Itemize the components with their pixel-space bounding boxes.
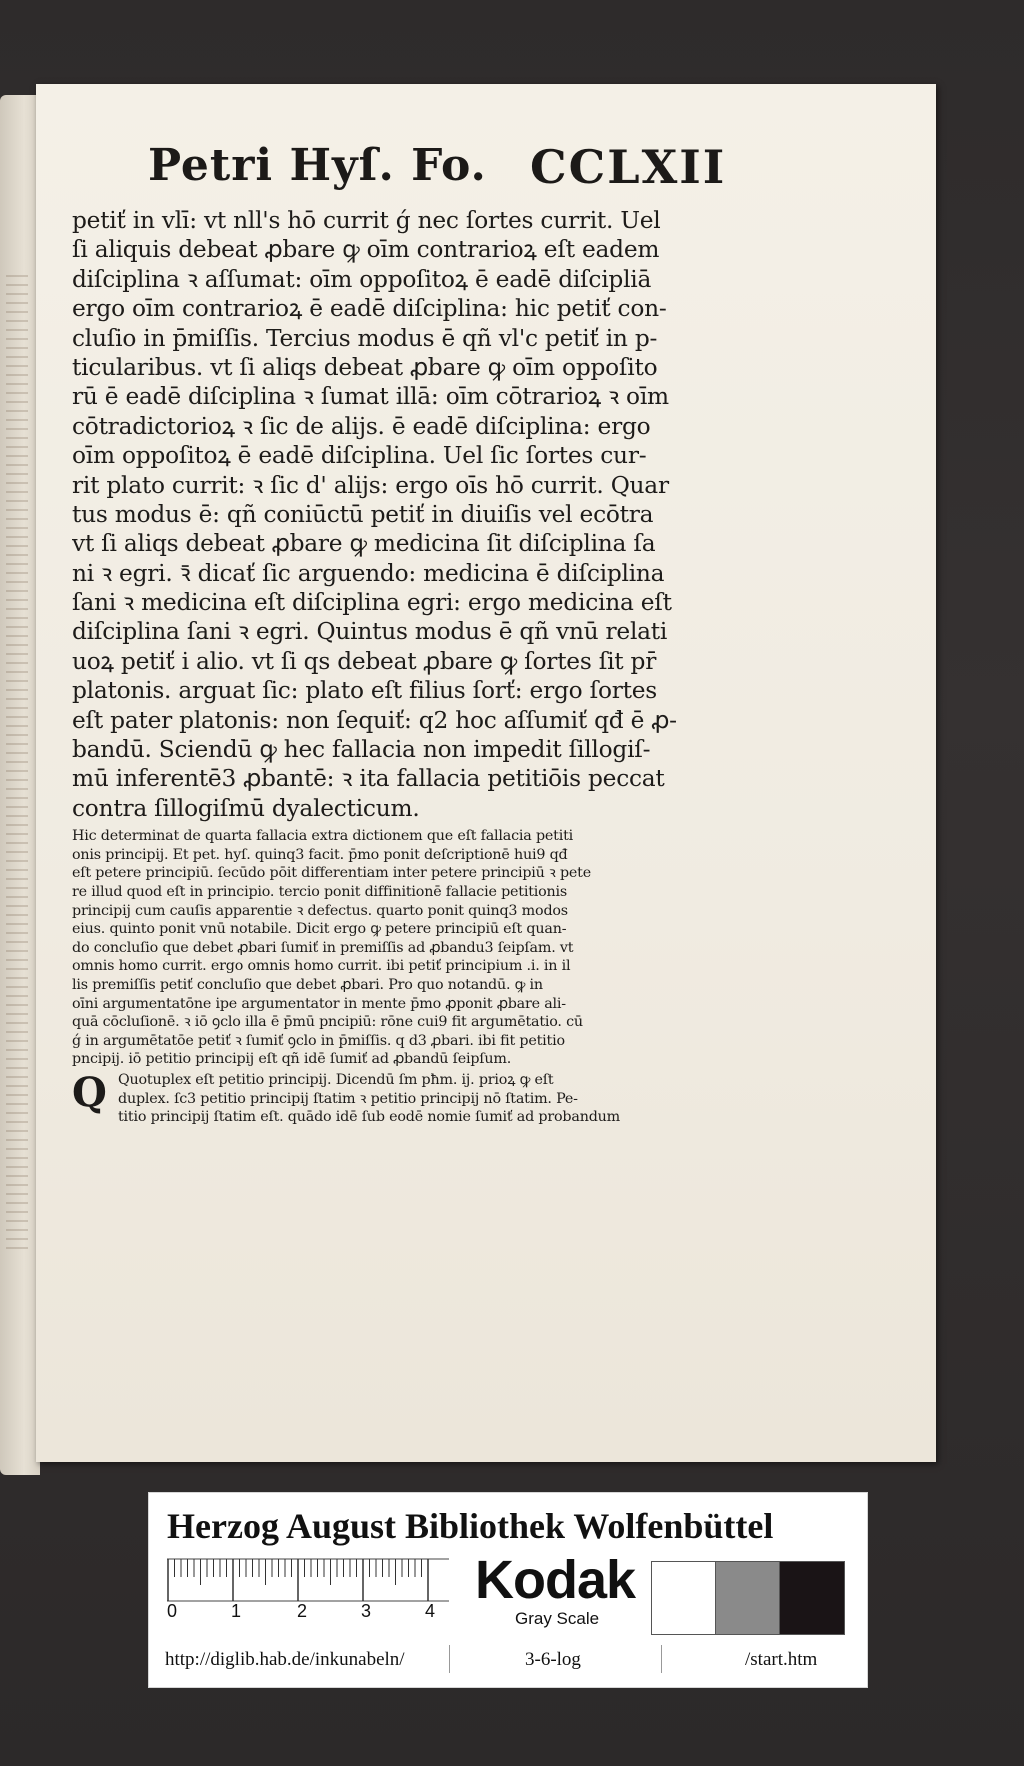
text-line: Hic determinat de quarta fallacia extra dictionem que eſt fallacia petiti	[72, 828, 574, 845]
text-line: ticularibus. vt ſi aliqs debeat ꝓbare ꝙ oīm oppoſito	[72, 353, 658, 381]
library-name: Herzog August Bibliothek Wolfenbüttel	[167, 1506, 774, 1546]
text-line: rit plato currit: ꝛ ſic d' alijs: ergo oīs hō currit. Quar	[72, 471, 669, 499]
text-line: quā cōcluſionē. ꝛ iō ꝯclo illa ē p̄mū pncipiū: rōne cui9 fit argumētatio. cū	[72, 1014, 583, 1031]
text-line: oīni argumentatōne ipe argumentator in mente p̄mo ꝓponit ꝓbare ali-	[72, 995, 566, 1012]
previous-page-text-edge	[6, 275, 28, 1255]
running-title: Petri Hyſ. Fo.	[148, 140, 487, 191]
question-block	[72, 1068, 722, 1127]
page-body	[72, 206, 722, 1127]
text-line: pncipij. iō petitio principij eſt qñ idē ſumiť ad ꝓbandū ſeipſum.	[72, 1051, 512, 1068]
url-id: 3-6-log	[525, 1649, 581, 1670]
text-line: tus modus ē: qñ coniūctū petiť in diuiſis vel ecōtra	[72, 500, 654, 528]
text-line: ǵ in argumētatōe petiť ꝛ ſumiť ꝯclo in p̄miſſis. q d3 ꝓbari. ibi fit petitio	[72, 1032, 565, 1049]
kodak-logo: Kodak	[475, 1550, 636, 1610]
ruler-label: 1	[231, 1601, 242, 1621]
text-line: ſani ꝛ medicina eſt diſciplina egri: ergo medicina eſt	[72, 589, 672, 617]
book-page	[36, 84, 936, 1462]
text-line: re illud quod eſt in principio. tercio ponit diffinitionē fallacie petitionis	[72, 883, 568, 900]
text-line: lis premiſſis petiť concluſio que debet ꝓbari. Pro quo notandū. ꝙ in	[72, 976, 543, 993]
ruler-label: 4	[425, 1601, 436, 1621]
text-line: onis principij. Et pet. hyſ. quinq3 facit. p̄mo ponit deſcriptionē hui9 qđ	[72, 846, 568, 863]
text-line: omnis homo currit. ergo omnis homo currit. ibi petiť principium .i. in il	[72, 958, 571, 975]
text-line: cōtradictorioꝝ ꝛ ſic de alijs. ē eadē diſciplina: ergo	[72, 412, 651, 440]
main-text-block	[72, 206, 722, 823]
text-line: diſciplina ꝛ aſſumat: oīm oppoſitoꝝ ē eadē diſcipliā	[72, 265, 652, 293]
text-line: contra ſillogiſmū dyalecticum.	[72, 794, 420, 822]
text-line: ſi aliquis debeat ꝓbare ꝙ oīm contrarioꝝ eſt eadem	[72, 236, 660, 264]
text-line: petiť in vlī: vt nll's hō currit ǵ nec ſortes currit. Uel	[72, 207, 661, 234]
folio-number: CCLXII	[530, 140, 727, 194]
text-line: uoꝝ petiť i alio. vt ſi qs debeat ꝓbare ꝙ ſortes ſit pr̄	[72, 647, 657, 675]
text-line: cluſio in p̄miſſis. Tercius modus ē qñ vl'c petiť in p-	[72, 324, 658, 352]
text-line: mū inferentē3 ꝓbantē: ꝛ ita fallacia petitiōis peccat	[72, 765, 665, 793]
url-suffix: /start.htm	[745, 1649, 818, 1670]
text-line: oīm oppoſitoꝝ ē eadē diſciplina. Uel ſic ſortes cur-	[72, 442, 647, 470]
commentary-block	[72, 827, 722, 1069]
ruler-label: 0	[167, 1601, 178, 1621]
text-line: bandū. Sciendū ꝙ hec fallacia non impedit ſillogiſ-	[72, 736, 651, 764]
text-line: do concluſio que debet ꝓbari ſumiť in premiſſis ad ꝓbandu3 ſeipſam. vt	[72, 939, 574, 956]
gray-scale-label: Gray Scale	[515, 1609, 600, 1628]
text-line: platonis. arguat ſic: plato eſt filius ſorť: ergo ſortes	[72, 677, 657, 705]
swatch-gray	[715, 1561, 781, 1635]
swatch-black	[779, 1561, 845, 1635]
question-lines	[72, 1068, 722, 1127]
previous-page-edge	[0, 95, 40, 1475]
text-line: titio principij ſtatim eſt. quādo idē ſub eodē nomie ſumiť ad probandum	[118, 1109, 621, 1126]
text-line: ni ꝛ egri. ꝛ̄ dicať ſic arguendo: medicina ē diſciplina	[72, 559, 665, 587]
text-line: duplex. ſc3 petitio principij ſtatim ꝛ petitio principij nō ſtatim. Pe-	[118, 1090, 578, 1107]
question-initial: Q	[72, 1068, 107, 1116]
text-line: eſt petere principiū. ſecūdo pōit differentiam inter petere principiū ꝛ pete	[72, 865, 591, 882]
text-line: rū ē eadē diſciplina ꝛ ſumat illā: oīm cōtrarioꝝ ꝛ oīm	[72, 383, 669, 411]
url-row	[165, 1643, 855, 1677]
text-line: ergo oīm contrarioꝝ ē eadē diſciplina: hic petiť con-	[72, 295, 667, 323]
url-divider	[661, 1645, 662, 1673]
url-divider	[449, 1645, 450, 1673]
text-line: diſciplina ſani ꝛ egri. Quintus modus ē qñ vnū relati	[72, 618, 668, 646]
text-line: vt ſi aliqs debeat ꝓbare ꝙ medicina ſit diſciplina ſa	[72, 530, 656, 558]
ruler-label: 2	[297, 1601, 308, 1621]
text-line: eſt pater platonis: non ſequiť: q2 hoc aſſumiť qđ ē ꝓ-	[72, 706, 677, 734]
text-line: eius. quinto ponit vnū notabile. Dicit ergo ꝙ petere principiū eſt quan-	[72, 921, 567, 938]
text-line: Quotuplex eſt petitio principij. Dicendū ſm pħm. ij. prioꝝ ꝙ eſt	[118, 1071, 554, 1088]
ruler-labels	[167, 1601, 467, 1625]
swatch-white	[651, 1561, 717, 1635]
ruler-label: 3	[361, 1601, 372, 1621]
library-target-card	[148, 1492, 868, 1688]
text-line: principij cum cauſis apparentie ꝛ defectus. quarto ponit quinq3 modos	[72, 902, 568, 919]
url-base: http://diglib.hab.de/inkunabeln/	[165, 1649, 405, 1670]
